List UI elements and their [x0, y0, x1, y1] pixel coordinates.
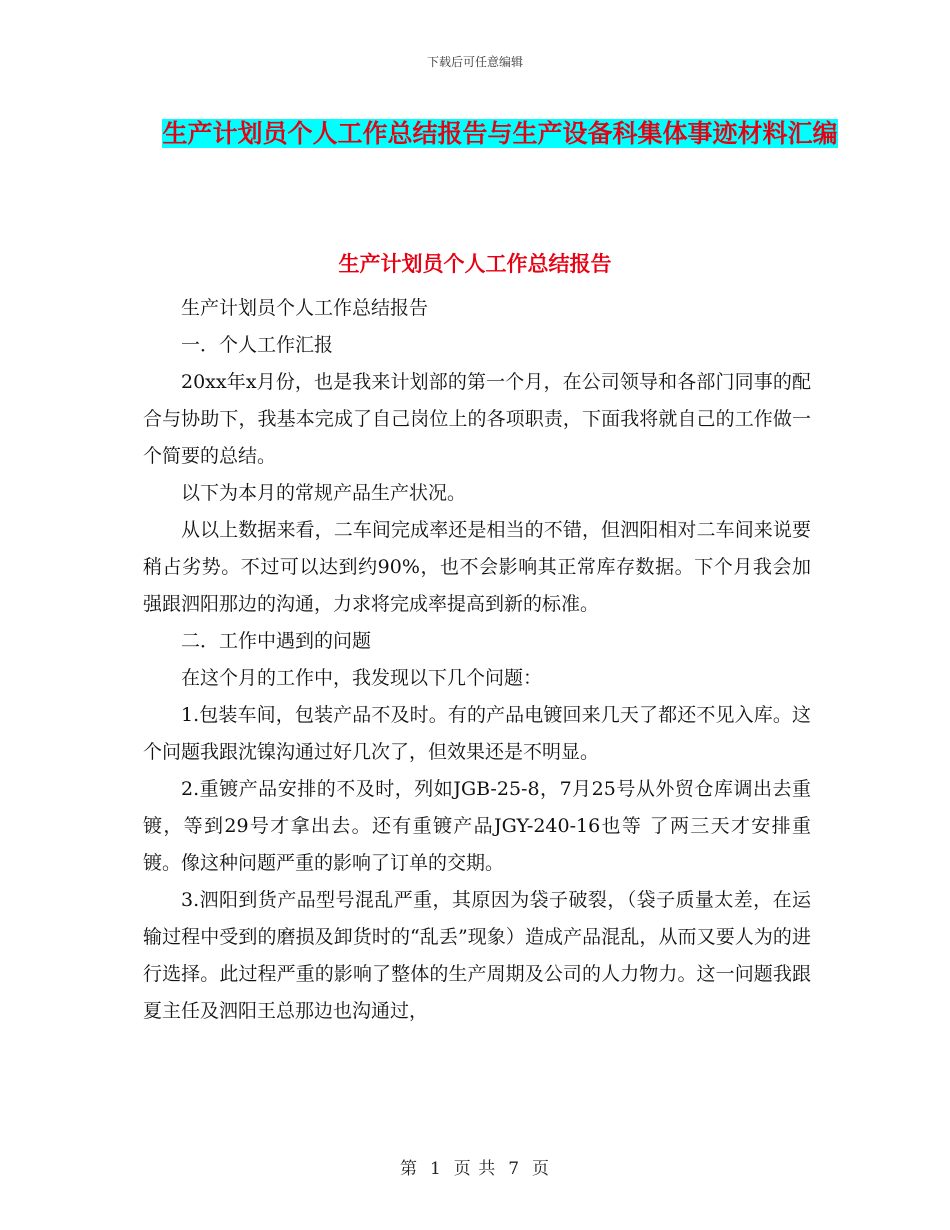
list-item: 3.泗阳到货产品型号混乱严重，其原因为袋子破裂，（袋子质量太差，在运输过程中受到的磨损及卸货时的“乱丢”现象）造成产品混乱，从而又要人为的进行选择。此过程严重的影响了整体的生产周期及公司的人力物力。这一问题我跟夏主任及泗阳王总那边也沟通过，: [143, 889, 811, 1022]
paragraph: 在这个月的工作中，我发现以下几个问题：: [181, 667, 543, 689]
page-prefix: 第: [399, 1159, 418, 1179]
paragraph: 从以上数据来看，二车间完成率还是相当的不错，但泗阳相对二车间来说要稍占劣势。不过可以达到约90%，也不会影响其正常库存数据。下个月我会加强跟泗阳那边的沟通，力求将完成率提高到新的标准。: [143, 519, 811, 615]
page-number: 1: [429, 1159, 442, 1179]
main-title-text: 生产计划员个人工作总结报告与生产设备科集体事迹材料汇编: [162, 119, 838, 148]
list-item: 2.重镀产品安排的不及时，列如JGB-25-8，7月25号从外贸仓库调出去重镀，等到29号才拿出去。还有重镀产品JGY-240-16也等 了两三天才安排重镀。像这种问题严重的影响了订单的交期。: [143, 778, 811, 874]
section-heading: 二．工作中遇到的问题: [181, 630, 372, 652]
document-main-title: [140, 112, 860, 156]
page-total: 7: [508, 1159, 521, 1179]
document-body: [143, 290, 811, 1030]
paragraph: 20xx年x月份，也是我来计划部的第一个月，在公司领导和各部门同事的配合与协助下，我基本完成了自己岗位上的各项职责，下面我将就自己的工作做一个简要的总结。: [143, 371, 811, 467]
list-item: 1.包装车间，包装产品不及时。有的产品电镀回来几天了都还不见入库。这个问题我跟沈镍沟通过好几次了，但效果还是不明显。: [143, 704, 811, 763]
section-heading: 一．个人工作汇报: [181, 334, 334, 356]
paragraph: 生产计划员个人工作总结报告: [181, 297, 429, 319]
page-mid: 页 共: [453, 1159, 497, 1179]
paragraph: 以下为本月的常规产品生产状况。: [181, 482, 467, 504]
header-note: 下载后可任意编辑: [426, 55, 523, 69]
document-sub-title: 生产计划员个人工作总结报告: [338, 252, 612, 276]
page-suffix: 页: [532, 1159, 551, 1179]
page-footer: [0, 1154, 950, 1179]
